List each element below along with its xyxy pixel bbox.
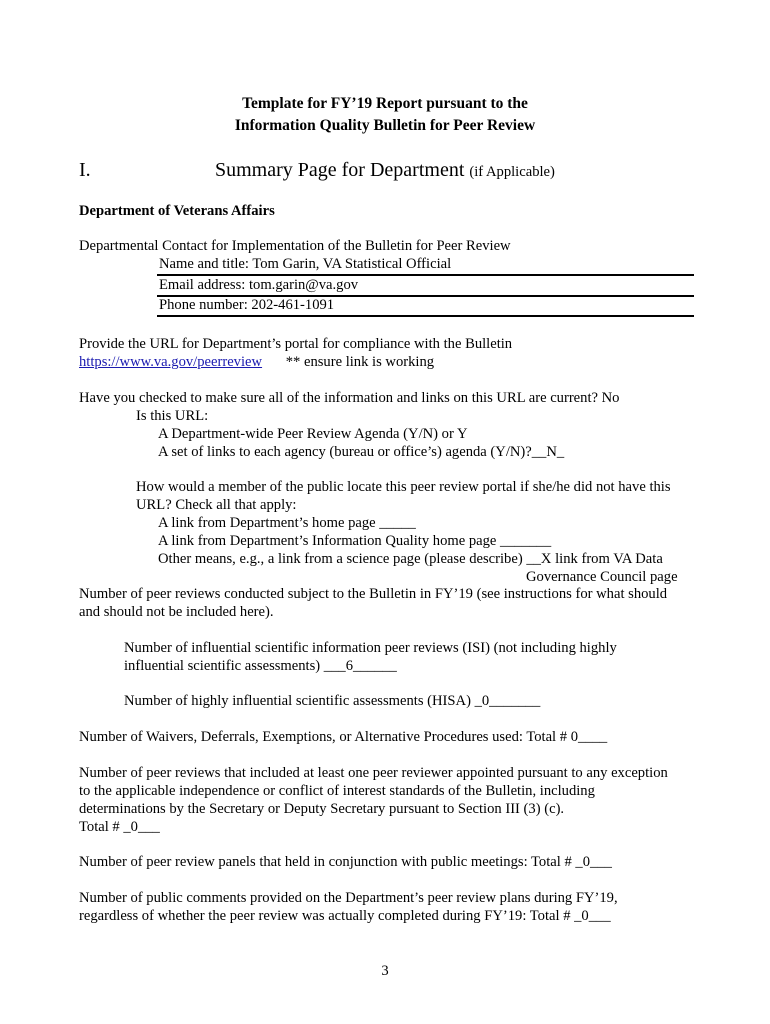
contact-intro: Departmental Contact for Implementation of the Bulletin for Peer Review [79,238,511,254]
locate-option-other: Other means, e.g., a link from a science page (please describe) __X link from VA Data [158,551,663,567]
waivers-count: Number of Waivers, Deferrals, Exemptions, or Alternative Procedures used: Total # 0____ [79,729,608,745]
reviews-count-line-1: Number of peer reviews conducted subject to the Bulletin in FY’19 (see instructions for what should [79,586,668,602]
document-title-line-2: Information Quality Bulletin for Peer Review [234,117,536,134]
comments-line-2: regardless of whether the peer review was actually completed during FY’19: Total # _0___ [79,908,611,924]
panels-count: Number of peer review panels that held in conjunction with public meetings: Total # _0___ [79,854,612,870]
locate-option-other-cont: Governance Council page [526,569,678,585]
page-number: 3 [381,963,389,979]
locate-option-home: A link from Department’s home page _____ [158,515,416,531]
section-number: I. [79,159,91,181]
document-title-line-1: Template for FY’19 Report pursuant to the [242,95,528,112]
section-heading [215,161,555,181]
reviews-count-line-2: and should not be included here). [79,604,274,620]
peer-review-link[interactable]: https://www.va.gov/peerreview [79,354,263,370]
checked-question: Have you checked to make sure all of the information and links on this URL are current? No [79,390,620,406]
locate-question-line-1: How would a member of the public locate this peer review portal if she/he did not have this [136,479,671,495]
section-title: Summary Page for Department [215,159,465,181]
url-prompt: Provide the URL for Department’s portal for compliance with the Bulletin [79,336,513,352]
comments-line-1: Number of public comments provided on the Department’s peer review plans during FY’19, [79,890,618,906]
exception-line-3: determinations by the Secretary or Deputy Secretary pursuant to Section III (3) (c). [79,801,565,817]
department-name: Department of Veterans Affairs [79,203,275,219]
agenda-option-a: A Department-wide Peer Review Agenda (Y/N) or Y [158,426,468,442]
isi-line-1: Number of influential scientific information peer reviews (ISI) (not including highly [124,640,617,656]
locate-question-line-2: URL? Check all that apply: [136,497,297,513]
url-note: ** ensure link is working [285,354,435,370]
section-note: (if Applicable) [469,164,555,180]
exception-total: Total # _0___ [79,819,160,835]
contact-name-field: Name and title: Tom Garin, VA Statistical Official [157,255,694,276]
exception-line-1: Number of peer reviews that included at least one peer reviewer appointed pursuant to any exception [79,765,668,781]
hisa-count: Number of highly influential scientific assessments (HISA) _0_______ [124,693,541,709]
url-line [79,353,434,371]
contact-phone-field: Phone number: 202-461-1091 [157,296,694,317]
agenda-option-b: A set of links to each agency (bureau or office’s) agenda (Y/N)?__N_ [158,444,565,460]
is-url-label: Is this URL: [136,408,209,424]
locate-option-iq: A link from Department’s Information Quality home page _______ [158,533,552,549]
exception-line-2: to the applicable independence or conflict of interest standards of the Bulletin, including [79,783,595,799]
isi-line-2: influential scientific assessments) ___6______ [124,658,397,674]
contact-email-field: Email address: tom.garin@va.gov [157,276,694,297]
